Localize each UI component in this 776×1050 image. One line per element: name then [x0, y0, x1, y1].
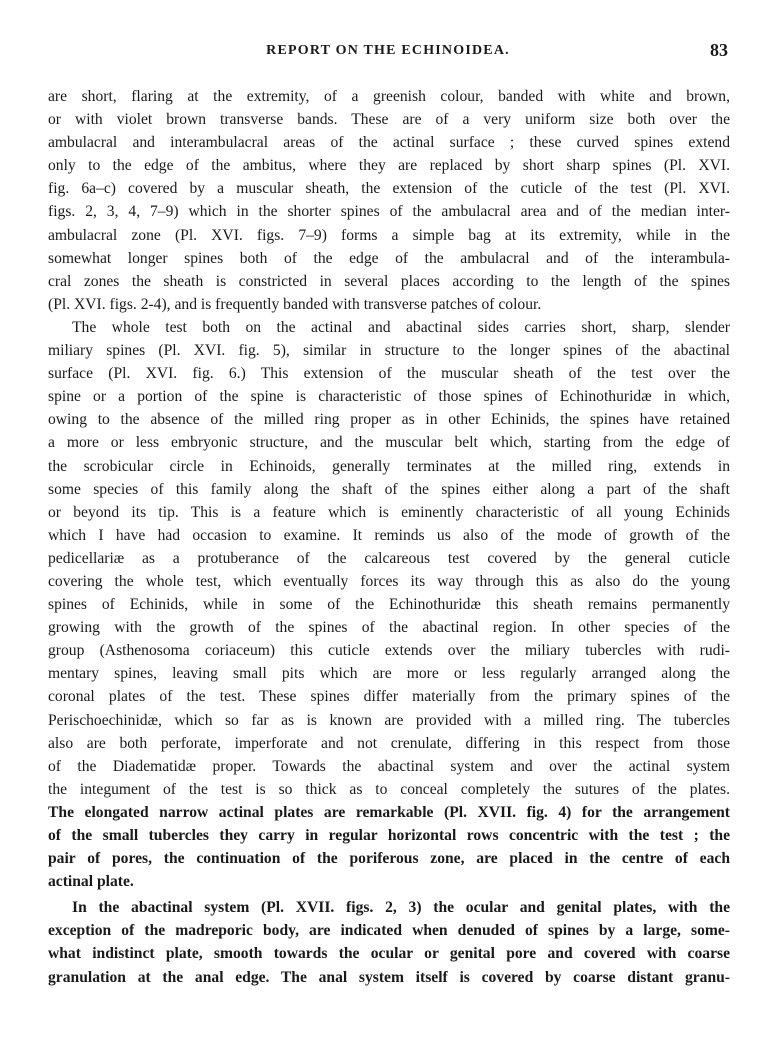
text-line: also are both perforate, imperforate and not crenulate, differing in this respect from those: [48, 734, 730, 752]
text-line: figs. 2, 3, 4, 7–9) which in the shorter spines of the ambulacral area and of the median inter-: [48, 203, 730, 221]
text-line: coronal plates of the test. These spines differ materially from the primary spines of the: [48, 688, 730, 706]
text-line: some species of this family along the shaft of the spines either along a part of the shaft: [48, 480, 730, 498]
page-number: 83: [710, 40, 728, 60]
text-line: pair of pores, the continuation of the poriferous zone, are placed in the centre of each: [48, 850, 730, 868]
paragraph: [48, 896, 730, 988]
text-line: pedicellariæ as a protuberance of the calcareous test covered by the general cuticle: [48, 549, 730, 567]
text-line: group (Asthenosoma coriaceum) this cuticle extends over the miliary tubercles with rudi-: [48, 642, 730, 660]
text-line: exception of the madreporic body, are indicated when denuded of spines by a large, some-: [48, 922, 730, 940]
text-line: or beyond its tip. This is a feature which is eminently characteristic of all young Echinids: [48, 503, 730, 521]
text-line: cral zones the sheath is constricted in several places according to the length of the spines: [48, 272, 730, 290]
text-line: growing with the growth of the spines of the abactinal region. In other species of the: [48, 619, 730, 637]
text-line: ambulacral zone (Pl. XVI. figs. 7–9) forms a simple bag at its extremity, while in the: [48, 226, 730, 244]
body-text: [48, 85, 730, 989]
text-line: covering the whole test, which eventually forces its way through this as also do the young: [48, 572, 730, 590]
paragraph: [48, 316, 730, 893]
text-line: the integument of the test is so thick as to conceal completely the sutures of the plates.: [48, 780, 730, 798]
text-line: the scrobicular circle in Echinoids, generally terminates at the milled ring, extends in: [48, 457, 730, 475]
paragraph: [48, 85, 730, 316]
page-header: [48, 40, 728, 64]
text-line: owing to the absence of the milled ring proper as in other Echinids, the spines have retained: [48, 411, 730, 429]
text-line: Perischoechinidæ, which so far as is known are provided with a milled ring. The tubercles: [48, 711, 730, 729]
text-line: ambulacral and interambulacral areas of the actinal surface ; these curved spines extend: [48, 134, 730, 152]
text-line: mentary spines, leaving small pits which are more or less regularly arranged along the: [48, 665, 730, 683]
text-line: granulation at the anal edge. The anal system itself is covered by coarse distant granu-: [48, 968, 730, 986]
text-line: what indistinct plate, smooth towards the ocular or genital pore and covered with coarse: [48, 945, 730, 963]
text-line: spines of Echinids, while in some of the Echinothuridæ this sheath remains permanently: [48, 596, 730, 614]
text-line: (Pl. XVI. figs. 2-4), and is frequently banded with transverse patches of colour.: [48, 295, 542, 313]
text-line: In the abactinal system (Pl. XVII. figs. 2, 3) the ocular and genital plates, with the: [72, 899, 730, 917]
text-line: are short, flaring at the extremity, of a greenish colour, banded with white and brown,: [48, 88, 730, 105]
text-line: actinal plate.: [48, 873, 134, 891]
running-head: REPORT ON THE ECHINOIDEA.: [266, 43, 510, 58]
text-line: miliary spines (Pl. XVI. fig. 5), similar in structure to the longer spines of the abactinal: [48, 342, 730, 360]
text-line: somewhat longer spines both of the edge of the ambulacral and of the interambula-: [48, 249, 730, 267]
text-line: surface (Pl. XVI. fig. 6.) This extension of the muscular sheath of the test over the: [48, 365, 730, 383]
text-line: spine or a portion of the spine is characteristic of those spines of Echinothuridæ in which,: [48, 388, 730, 406]
text-line: The whole test both on the actinal and abactinal sides carries short, sharp, slender: [72, 318, 730, 336]
text-line: The elongated narrow actinal plates are remarkable (Pl. XVII. fig. 4) for the arrangement: [48, 803, 730, 821]
text-line: which I have had occasion to examine. It reminds us also of the mode of growth of the: [48, 526, 730, 544]
text-line: of the small tubercles they carry in regular horizontal rows concentric with the test ; the: [48, 827, 730, 844]
text-line: or with violet brown transverse bands. These are of a very uniform size both over the: [48, 111, 730, 129]
text-line: of the Diadematidæ proper. Towards the abactinal system and over the actinal system: [48, 757, 730, 775]
text-line: only to the edge of the ambitus, where they are replaced by short sharp spines (Pl. XVI.: [48, 157, 730, 175]
text-line: fig. 6a–c) covered by a muscular sheath, the extension of the cuticle of the test (Pl. XVI.: [48, 180, 730, 198]
text-line: a more or less embryonic structure, and the muscular belt which, starting from the edge of: [48, 434, 730, 452]
